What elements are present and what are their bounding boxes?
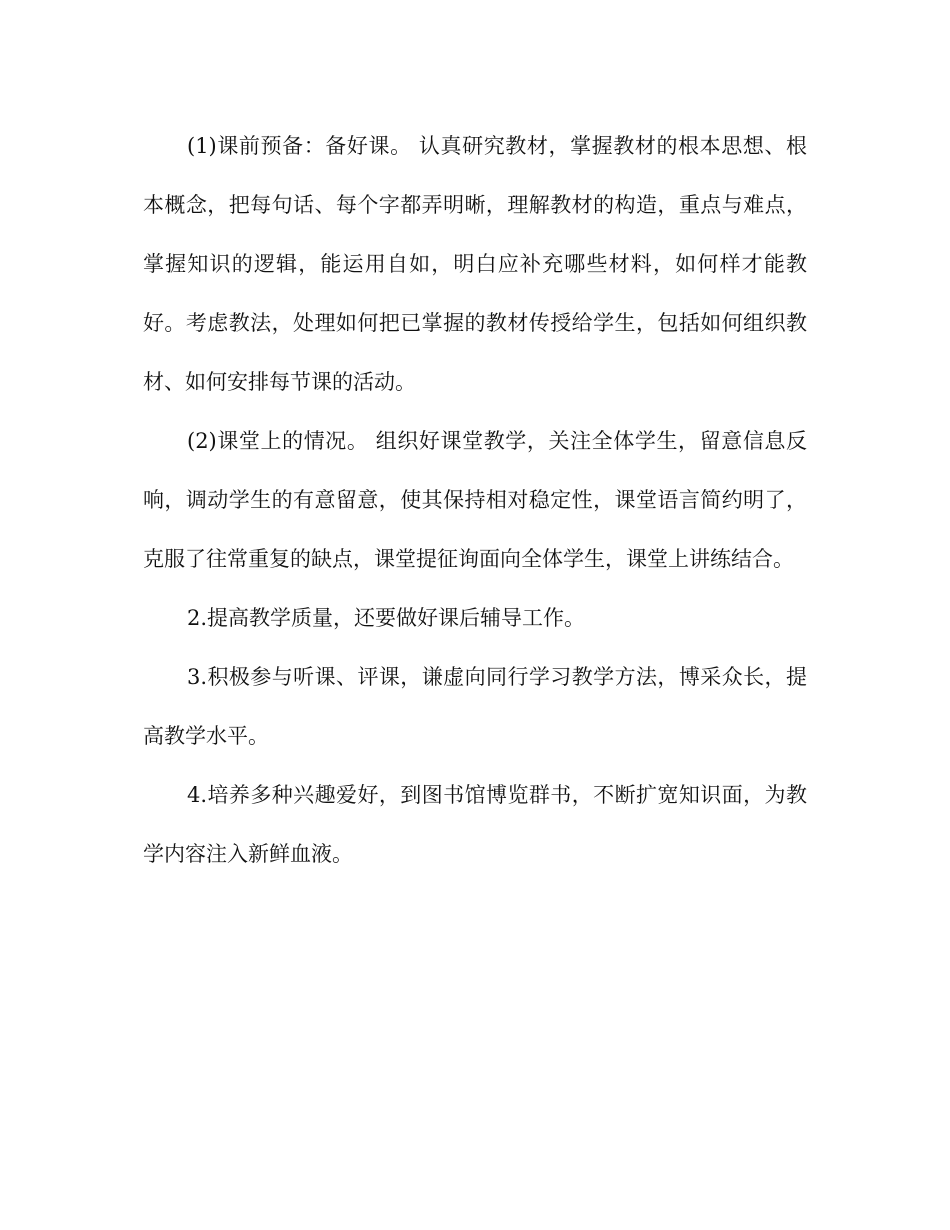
paragraph-classroom-situation: (2)课堂上的情况。 组织好课堂教学，关注全体学生，留意信息反响，调动学生的有意留意，使其保持相对稳定性，课堂语言简约明了，克服了往常重复的缺点，课堂提征询面向全体学生，课堂上讲练结合。 <box>143 429 807 571</box>
paragraph-lesson-preparation: (1)课前预备：备好课。 认真研究教材，掌握教材的根本思想、根本概念，把每句话、每个字都弄明晰，理解教材的构造，重点与难点，掌握知识的逻辑，能运用自如，明白应补充哪些材料，如何样才能教好。考虑教法，处理如何把已掌握的教材传授给学生，包括如何组织教材、如何安排每节课的活动。 <box>143 134 807 394</box>
paragraph-interests-reading: 4.培养多种兴趣爱好，到图书馆博览群书，不断扩宽知识面，为教学内容注入新鲜血液。 <box>143 783 807 866</box>
paragraph-lesson-observation: 3.积极参与听课、评课，谦虚向同行学习教学方法，博采众长，提高教学水平。 <box>143 665 807 748</box>
document-body <box>143 117 807 884</box>
paragraph-after-class-tutoring: 2.提高教学质量，还要做好课后辅导工作。 <box>187 606 586 630</box>
